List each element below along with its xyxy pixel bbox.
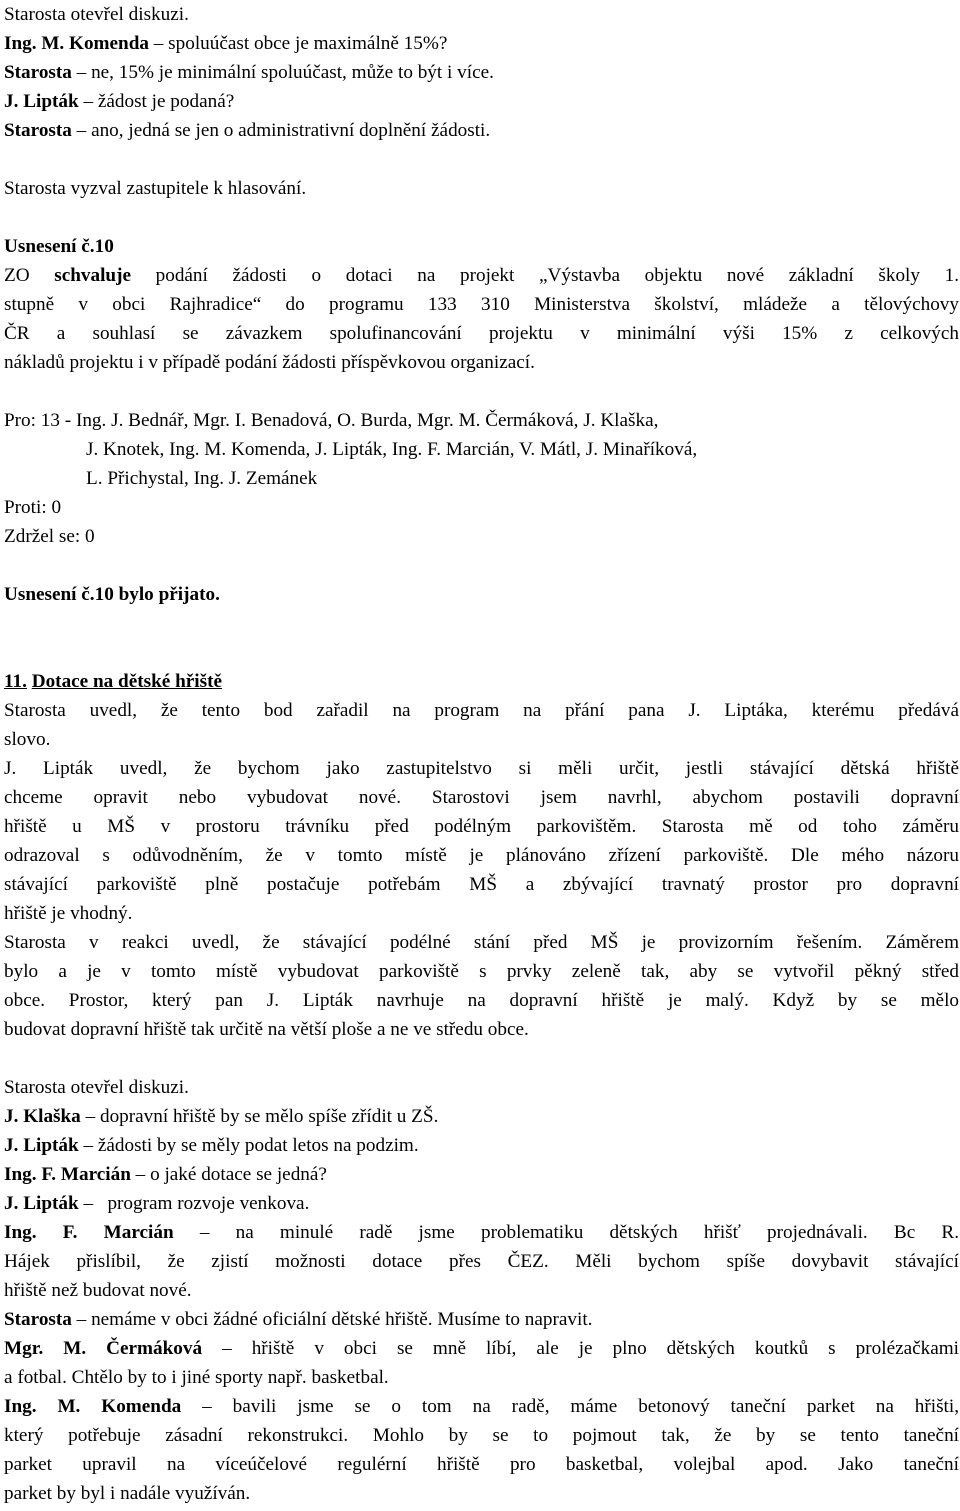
speaker: Ing. M. Komenda bbox=[4, 1396, 182, 1417]
paragraph-line: stávající parkoviště plně postačuje potřebám MŠ a zbývající travnatý prostor pro dopravní bbox=[4, 874, 959, 895]
paragraph-line: odrazoval s odůvodněním, že v tomto místě je plánováno zřízení parkoviště. Dle mého názoru bbox=[4, 845, 959, 866]
statement: – ano, jedná se jen o administrativní doplnění žádosti. bbox=[71, 120, 491, 141]
statement-line: a fotbal. Chtělo by to i jiné sporty např. basketbal. bbox=[4, 1367, 389, 1388]
statement-line bbox=[4, 1392, 959, 1421]
statement: – o jaké dotace se jedná? bbox=[130, 1164, 327, 1185]
paragraph-line: budovat dopravní hřiště tak určitě na větší ploše a ne ve středu obce. bbox=[4, 1019, 529, 1040]
statement: – žádost je podaná? bbox=[78, 91, 235, 112]
statement-line bbox=[4, 1189, 309, 1218]
statement: – spoluúčast obce je maximálně 15%? bbox=[148, 33, 448, 54]
speaker: Ing. F. Marcián bbox=[4, 1222, 174, 1243]
statement-line: který potřebuje zásadní rekonstrukci. Mohlo by se to pojmout tak, že by se tento taneční bbox=[4, 1425, 959, 1446]
vote-against: Proti: 0 bbox=[4, 497, 62, 518]
statement: – nemáme v obci žádné oficiální dětské hřiště. Musíme to napravit. bbox=[71, 1309, 593, 1330]
statement: – na minulé radě jsme problematiku dětských hřišť projednávali. Bc R. bbox=[173, 1222, 959, 1243]
statement-line: hřiště než budovat nové. bbox=[4, 1280, 192, 1301]
paragraph-line: hřiště u MŠ v prostoru trávníku před podélným parkovištěm. Starosta mě od toho záměru bbox=[4, 816, 959, 837]
paragraph-line: bylo a je v tomto místě vybudovat parkoviště s prvky zeleně tak, aby se vytvořil pěkný střed bbox=[4, 961, 959, 982]
statement-line bbox=[4, 1334, 959, 1363]
paragraph-line: slovo. bbox=[4, 729, 51, 750]
approves-keyword: schvaluje bbox=[29, 265, 131, 286]
voting-call bbox=[4, 174, 306, 203]
resolution-title: Usnesení č.10 bbox=[4, 236, 114, 257]
speaker: J. Lipták bbox=[4, 1193, 79, 1214]
speaker: J. Klaška bbox=[4, 1106, 81, 1127]
statement-line: Hájek přislíbil, že zjistí možnosti dotace přes ČEZ. Měli bychom spíše dovybavit stávající bbox=[4, 1251, 959, 1272]
statement-line: parket upravil na víceúčelové regulérní hřiště pro basketbal, volejbal apod. Jako taneční bbox=[4, 1454, 959, 1475]
speaker: Mgr. M. Čermáková bbox=[4, 1338, 203, 1359]
section-title: Dotace na dětské hřiště bbox=[31, 671, 222, 692]
resolution-line bbox=[4, 261, 959, 290]
section-heading bbox=[4, 667, 222, 696]
paragraph-line: obce. Prostor, který pan J. Lipták navrhuje na dopravní hřiště je malý. Když by se mělo bbox=[4, 990, 959, 1011]
statement-line: parket by byl i nadále využíván. bbox=[4, 1483, 251, 1504]
speaker: Ing. F. Marcián bbox=[4, 1164, 131, 1185]
statement-line bbox=[4, 116, 490, 145]
statement-line bbox=[4, 1102, 438, 1131]
paragraph-line: J. Lipták uvedl, že bychom jako zastupitelstvo si měli určit, jestli stávající dětská hřiště bbox=[4, 758, 959, 779]
speaker: J. Lipták bbox=[4, 91, 79, 112]
statement: – dopravní hřiště by se mělo spíše zřídit u ZŠ. bbox=[80, 1106, 439, 1127]
vote-pro: Pro: 13 - Ing. J. Bednář, Mgr. I. Benadová, O. Burda, Mgr. M. Čermáková, J. Klaška, bbox=[4, 410, 659, 431]
speaker: Starosta bbox=[4, 1309, 72, 1330]
vote-pro-continued: L. Přichystal, Ing. J. Zemánek bbox=[86, 468, 318, 489]
statement: – bavili jsme se o tom na radě, máme betonový taneční parket na hřišti, bbox=[181, 1396, 959, 1417]
paragraph-line: hřiště je vhodný. bbox=[4, 903, 133, 924]
resolution-line: stupně v obci Rajhradice“ do programu 133 310 Ministerstva školství, mládeže a tělovýchovy bbox=[4, 294, 959, 315]
text: Starosta vyzval zastupitele k hlasování. bbox=[4, 178, 307, 199]
vote-pro-continued: J. Knotek, Ing. M. Komenda, J. Lipták, Ing. F. Marcián, V. Mátl, J. Minaříková, bbox=[86, 439, 698, 460]
paragraph-line: chceme opravit nebo vybudovat nové. Starostovi jsem navrhl, abychom postavili dopravní bbox=[4, 787, 959, 808]
speaker: Ing. M. Komenda bbox=[4, 33, 149, 54]
paragraph-line: Starosta v reakci uvedl, že stávající podélné stání před MŠ je provizorním řešením. Záměrem bbox=[4, 932, 959, 953]
statement: – žádosti by se měly podat letos na podzim. bbox=[78, 1135, 419, 1156]
statement-line bbox=[4, 58, 494, 87]
statement: – hřiště v obci se mně líbí, ale je plno dětských koutků s prolézačkami bbox=[202, 1338, 959, 1359]
resolution-line: ČR a souhlasí se závazkem spolufinancování projektu v minimální výši 15% z celkových bbox=[4, 323, 959, 344]
statement-line bbox=[4, 1131, 419, 1160]
statement-line bbox=[4, 1305, 592, 1334]
statement: – program rozvoje venkova. bbox=[78, 1193, 310, 1214]
text: Starosta otevřel diskuzi. bbox=[4, 4, 189, 25]
speaker: J. Lipták bbox=[4, 1135, 79, 1156]
paragraph-line: Starosta uvedl, že tento bod zařadil na program na přání pana J. Liptáka, kterému předává bbox=[4, 700, 959, 721]
text: ZO bbox=[4, 265, 30, 286]
section-number: 11. bbox=[4, 671, 27, 692]
statement-line bbox=[4, 1218, 959, 1247]
speaker: Starosta bbox=[4, 120, 72, 141]
text: podání žádosti o dotaci na projekt „Výstavba objektu nové základní školy 1. bbox=[130, 265, 960, 286]
vote-abstained: Zdržel se: 0 bbox=[4, 526, 95, 547]
resolution-line: nákladů projektu i v případě podání žádosti příspěvkovou organizací. bbox=[4, 352, 535, 373]
discussion-opened bbox=[4, 0, 189, 29]
statement-line bbox=[4, 87, 234, 116]
resolution-result: Usnesení č.10 bylo přijato. bbox=[4, 584, 220, 605]
statement: – ne, 15% je minimální spoluúčast, může to být i více. bbox=[71, 62, 494, 83]
statement-line bbox=[4, 29, 447, 58]
statement-line bbox=[4, 1160, 327, 1189]
discussion-opened: Starosta otevřel diskuzi. bbox=[4, 1077, 189, 1098]
speaker: Starosta bbox=[4, 62, 72, 83]
